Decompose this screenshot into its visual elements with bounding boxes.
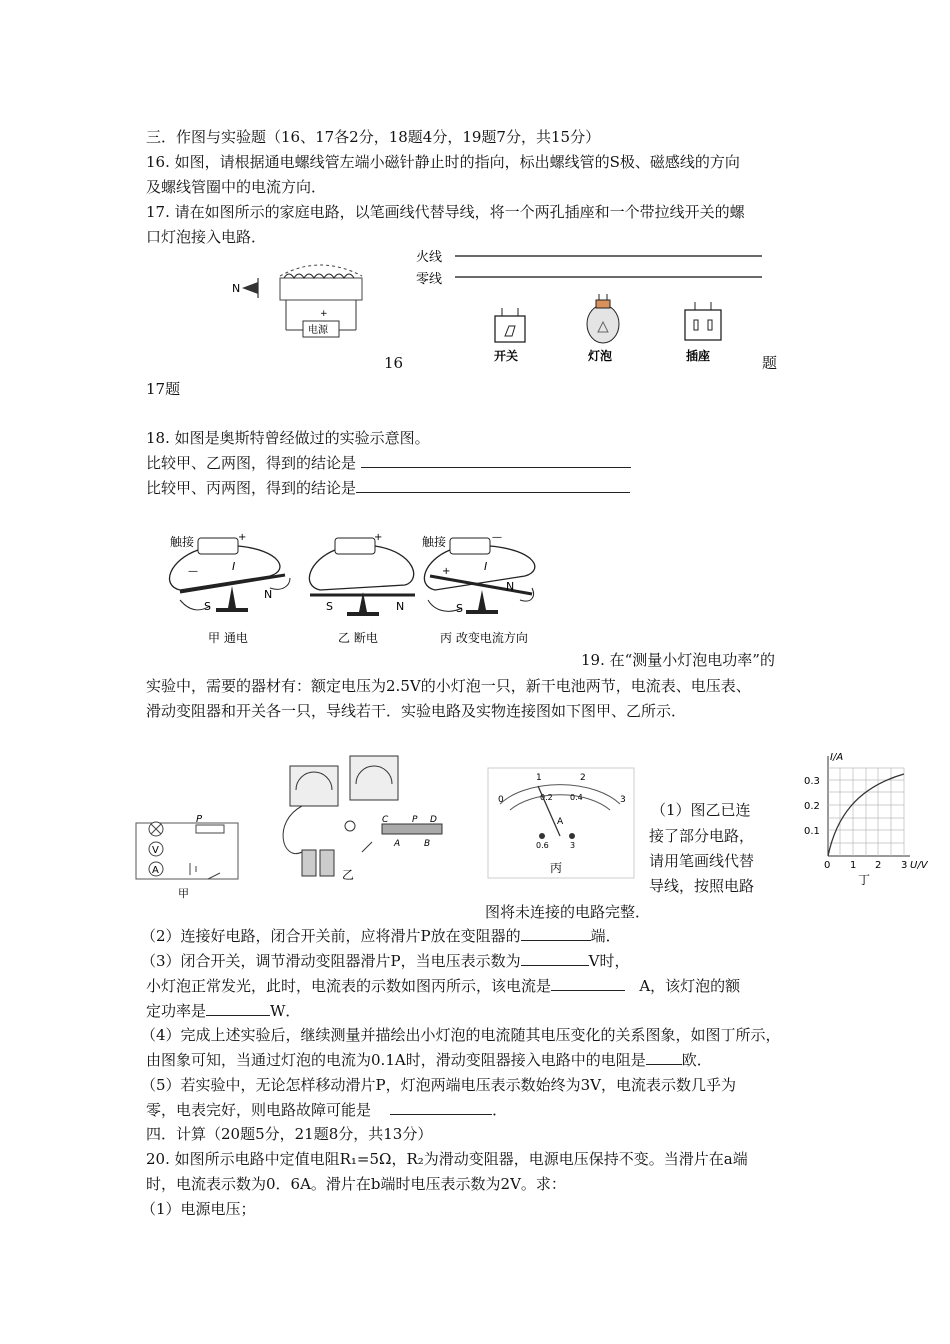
rheostat-device-icon <box>382 824 442 834</box>
q19-sub3-line1: （3）闭合开关，调节滑动变阻器滑片P，当电压表示数为 V时， <box>141 952 630 970</box>
q19-sub3-blank-voltage[interactable] <box>521 951 589 966</box>
q19-sub4-line2: 由图象可知，当通过灯泡的电流为0.1A时，滑动变阻器接入电路中的电阻是 欧． <box>146 1051 712 1069</box>
q20-line1: 20. 如图所示电路中定值电阻R₁=5Ω，R₂为滑动变阻器，电源电压保持不变。当滑片在a端 <box>146 1150 748 1168</box>
battery-icon <box>302 850 316 876</box>
svg-text:+: + <box>442 566 451 577</box>
svg-text:N: N <box>396 600 405 613</box>
neutral-wire-label: 零线 <box>416 272 443 287</box>
svg-text:0.2: 0.2 <box>540 793 553 802</box>
dial-tick-3: 3 <box>620 795 626 805</box>
fig-bing-caption: 丙 <box>550 861 563 875</box>
svg-text:D: D <box>430 815 437 825</box>
q16-caption-suffix: 题 <box>762 354 778 372</box>
svg-text:+: + <box>238 532 247 543</box>
q19-line3: 滑动变阻器和开关各一只，导线若干．实验电路及实物连接图如下图甲、乙所示． <box>146 702 687 720</box>
q19-sub3-blank-current[interactable] <box>551 976 625 991</box>
graph-y-tick-01: 0.1 <box>804 826 820 837</box>
q16-line1: 16. 如图，请根据通电螺线管左端小磁针静止时的指向，标出螺线管的S极、磁感线的方向 <box>146 153 740 171</box>
graph-y-tick-02: 0.2 <box>804 801 820 812</box>
solenoid-figure <box>228 258 378 348</box>
q19-sub2-blank[interactable] <box>521 926 591 941</box>
caption-b: 乙 断电 <box>338 631 378 645</box>
bulb-icon <box>345 821 355 831</box>
q20-line2: 时，电流表示数为0．6A。滑片在b端时电压表示数为2V。求： <box>146 1175 566 1193</box>
pull-switch-icon <box>495 316 525 342</box>
q16-line2: 及螺线管圈中的电流方向． <box>146 178 327 196</box>
graph-x-tick-1: 1 <box>850 860 857 871</box>
socket-label: 插座 <box>686 349 711 363</box>
q19-sub3-line3: 定功率是 W． <box>146 1002 301 1020</box>
live-wire-label: 火线 <box>416 250 443 265</box>
q19-sub2: （2）连接好电路，闭合开关前，应将滑片P放在变阻器的 端． <box>141 927 621 945</box>
circuit-diagram-jia <box>128 815 248 901</box>
q18-line3: 比较甲、丙两图，得到的结论是 <box>146 478 630 498</box>
compass-needle-icon <box>430 576 532 594</box>
q17-caption: 17题 <box>146 380 181 398</box>
two-hole-socket-icon <box>685 310 721 340</box>
q17-line2: 口灯泡接入电路． <box>146 228 267 246</box>
q19-sub1-line5: 图将未连接的电路完整． <box>485 903 651 921</box>
svg-text:N: N <box>264 588 273 601</box>
oersted-panel-c <box>422 532 535 645</box>
q19-line1: 19. 在“测量小灯泡电功率”的 <box>581 651 775 669</box>
fig-yi-caption: 乙 <box>342 868 355 882</box>
svg-text:—: — <box>188 566 198 577</box>
solenoid-coil-icon <box>284 274 354 278</box>
compass-n-label: N <box>232 282 241 295</box>
q19-sub3-blank-power[interactable] <box>206 1001 270 1016</box>
household-circuit-figure <box>410 244 780 369</box>
solenoid-core <box>280 278 362 300</box>
svg-text:A: A <box>394 839 401 849</box>
svg-text:—: — <box>492 532 502 543</box>
oersted-figure <box>160 530 580 650</box>
svg-text:S: S <box>456 602 463 615</box>
q19-sub1-line4: 导线，按照电路 <box>649 877 755 895</box>
svg-text:3: 3 <box>570 841 576 850</box>
q18-blank-1[interactable] <box>361 453 631 468</box>
graph-y-tick-03: 0.3 <box>804 776 820 787</box>
battery-icon <box>320 850 334 876</box>
svg-text:P: P <box>412 815 418 825</box>
q19-sub1-line1: （1）图乙已连 <box>651 801 751 819</box>
q18-blank-2[interactable] <box>356 478 630 493</box>
q18-line1: 18. 如图是奥斯特曾经做过的实验示意图。 <box>146 429 430 447</box>
q20-line3: （1）电源电压； <box>141 1200 256 1218</box>
section3-title: 三．作图与实验题（16、17各2分，18题4分，19题7分，共15分） <box>146 128 601 146</box>
svg-text:C: C <box>382 815 389 825</box>
q19-sub4-blank[interactable] <box>646 1050 682 1065</box>
fig-ding-caption: 丁 <box>858 873 871 887</box>
ammeter-dial-bing <box>486 766 636 880</box>
q19-sub1-line2: 接了部分电路， <box>649 827 755 845</box>
touch-label-c: 触接 <box>422 535 447 549</box>
q19-sub5-blank[interactable] <box>390 1100 492 1115</box>
graph-x-tick-0: 0 <box>824 860 831 871</box>
q19-sub1-line3: 请用笔画线代替 <box>649 852 755 870</box>
q19-sub4-line1: （4）完成上述实验后，继续测量并描绘出小灯泡的电流随其电压变化的关系图象，如图丁所示， <box>141 1026 781 1044</box>
dial-tick-0: 0 <box>498 795 504 805</box>
oersted-panel-b <box>309 532 415 645</box>
svg-text:A: A <box>557 817 564 827</box>
iu-graph-ding <box>800 748 940 888</box>
svg-text:0.6: 0.6 <box>536 841 549 850</box>
battery-icon <box>450 538 490 554</box>
svg-text:S: S <box>326 600 333 613</box>
svg-text:P: P <box>196 815 203 825</box>
power-supply-label: 电源 <box>308 325 328 336</box>
touch-label-a: 触接 <box>170 535 195 549</box>
graph-x-label: U/V <box>910 860 928 871</box>
q18-line2: 比较甲、乙两图，得到的结论是 <box>146 453 631 473</box>
graph-y-label: I/A <box>830 752 844 763</box>
svg-text:I: I <box>484 560 488 573</box>
q19-sub5-line2: 零，电表完好，则电路故障可能是 ． <box>146 1101 508 1119</box>
rheostat-symbol-icon <box>196 825 224 833</box>
svg-text:0.4: 0.4 <box>570 793 583 802</box>
q19-line2: 实验中，需要的器材有：额定电压为2.5V的小灯泡一只，新干电池两节，电流表、电压表、 <box>146 677 751 695</box>
svg-text:A: A <box>152 865 159 876</box>
caption-c: 丙 改变电流方向 <box>440 631 528 645</box>
compass-needle-icon <box>242 282 258 294</box>
dial-tick-1: 1 <box>536 773 542 783</box>
switch-label: 开关 <box>494 349 519 363</box>
q19-sub5-line1: （5）若实验中，无论怎样移动滑片P，灯泡两端电压表示数始终为3V，电流表示数几乎为 <box>141 1076 737 1094</box>
graph-x-tick-2: 2 <box>875 860 882 871</box>
svg-text:B: B <box>424 839 431 849</box>
caption-a: 甲 通电 <box>208 631 248 645</box>
battery-icon <box>335 538 375 554</box>
svg-text:N: N <box>506 580 515 593</box>
physical-circuit-yi <box>262 752 462 882</box>
battery-icon <box>198 538 238 554</box>
svg-text:I: I <box>232 560 236 573</box>
graph-x-tick-3: 3 <box>901 860 908 871</box>
fig-jia-caption: 甲 <box>178 887 189 900</box>
section4-title: 四．计算（20题5分，21题8分，共13分） <box>146 1125 433 1143</box>
dial-tick-2: 2 <box>580 773 586 783</box>
svg-text:V: V <box>152 845 159 856</box>
bulb-label: 灯泡 <box>588 349 613 363</box>
bulb-icon <box>587 305 619 343</box>
q16-caption-number: 16 <box>384 354 404 372</box>
svg-text:+: + <box>320 309 328 319</box>
oersted-panel-a <box>170 532 290 645</box>
svg-text:S: S <box>204 600 211 613</box>
svg-text:+: + <box>374 532 383 543</box>
q19-sub3-line2: 小灯泡正常发光，此时，电流表的示数如图丙所示，该电流是 A，该灯泡的额 <box>146 977 741 995</box>
q17-line1: 17. 请在如图所示的家庭电路，以笔画线代替导线，将一个两孔插座和一个带拉线开关的螺 <box>146 203 745 221</box>
